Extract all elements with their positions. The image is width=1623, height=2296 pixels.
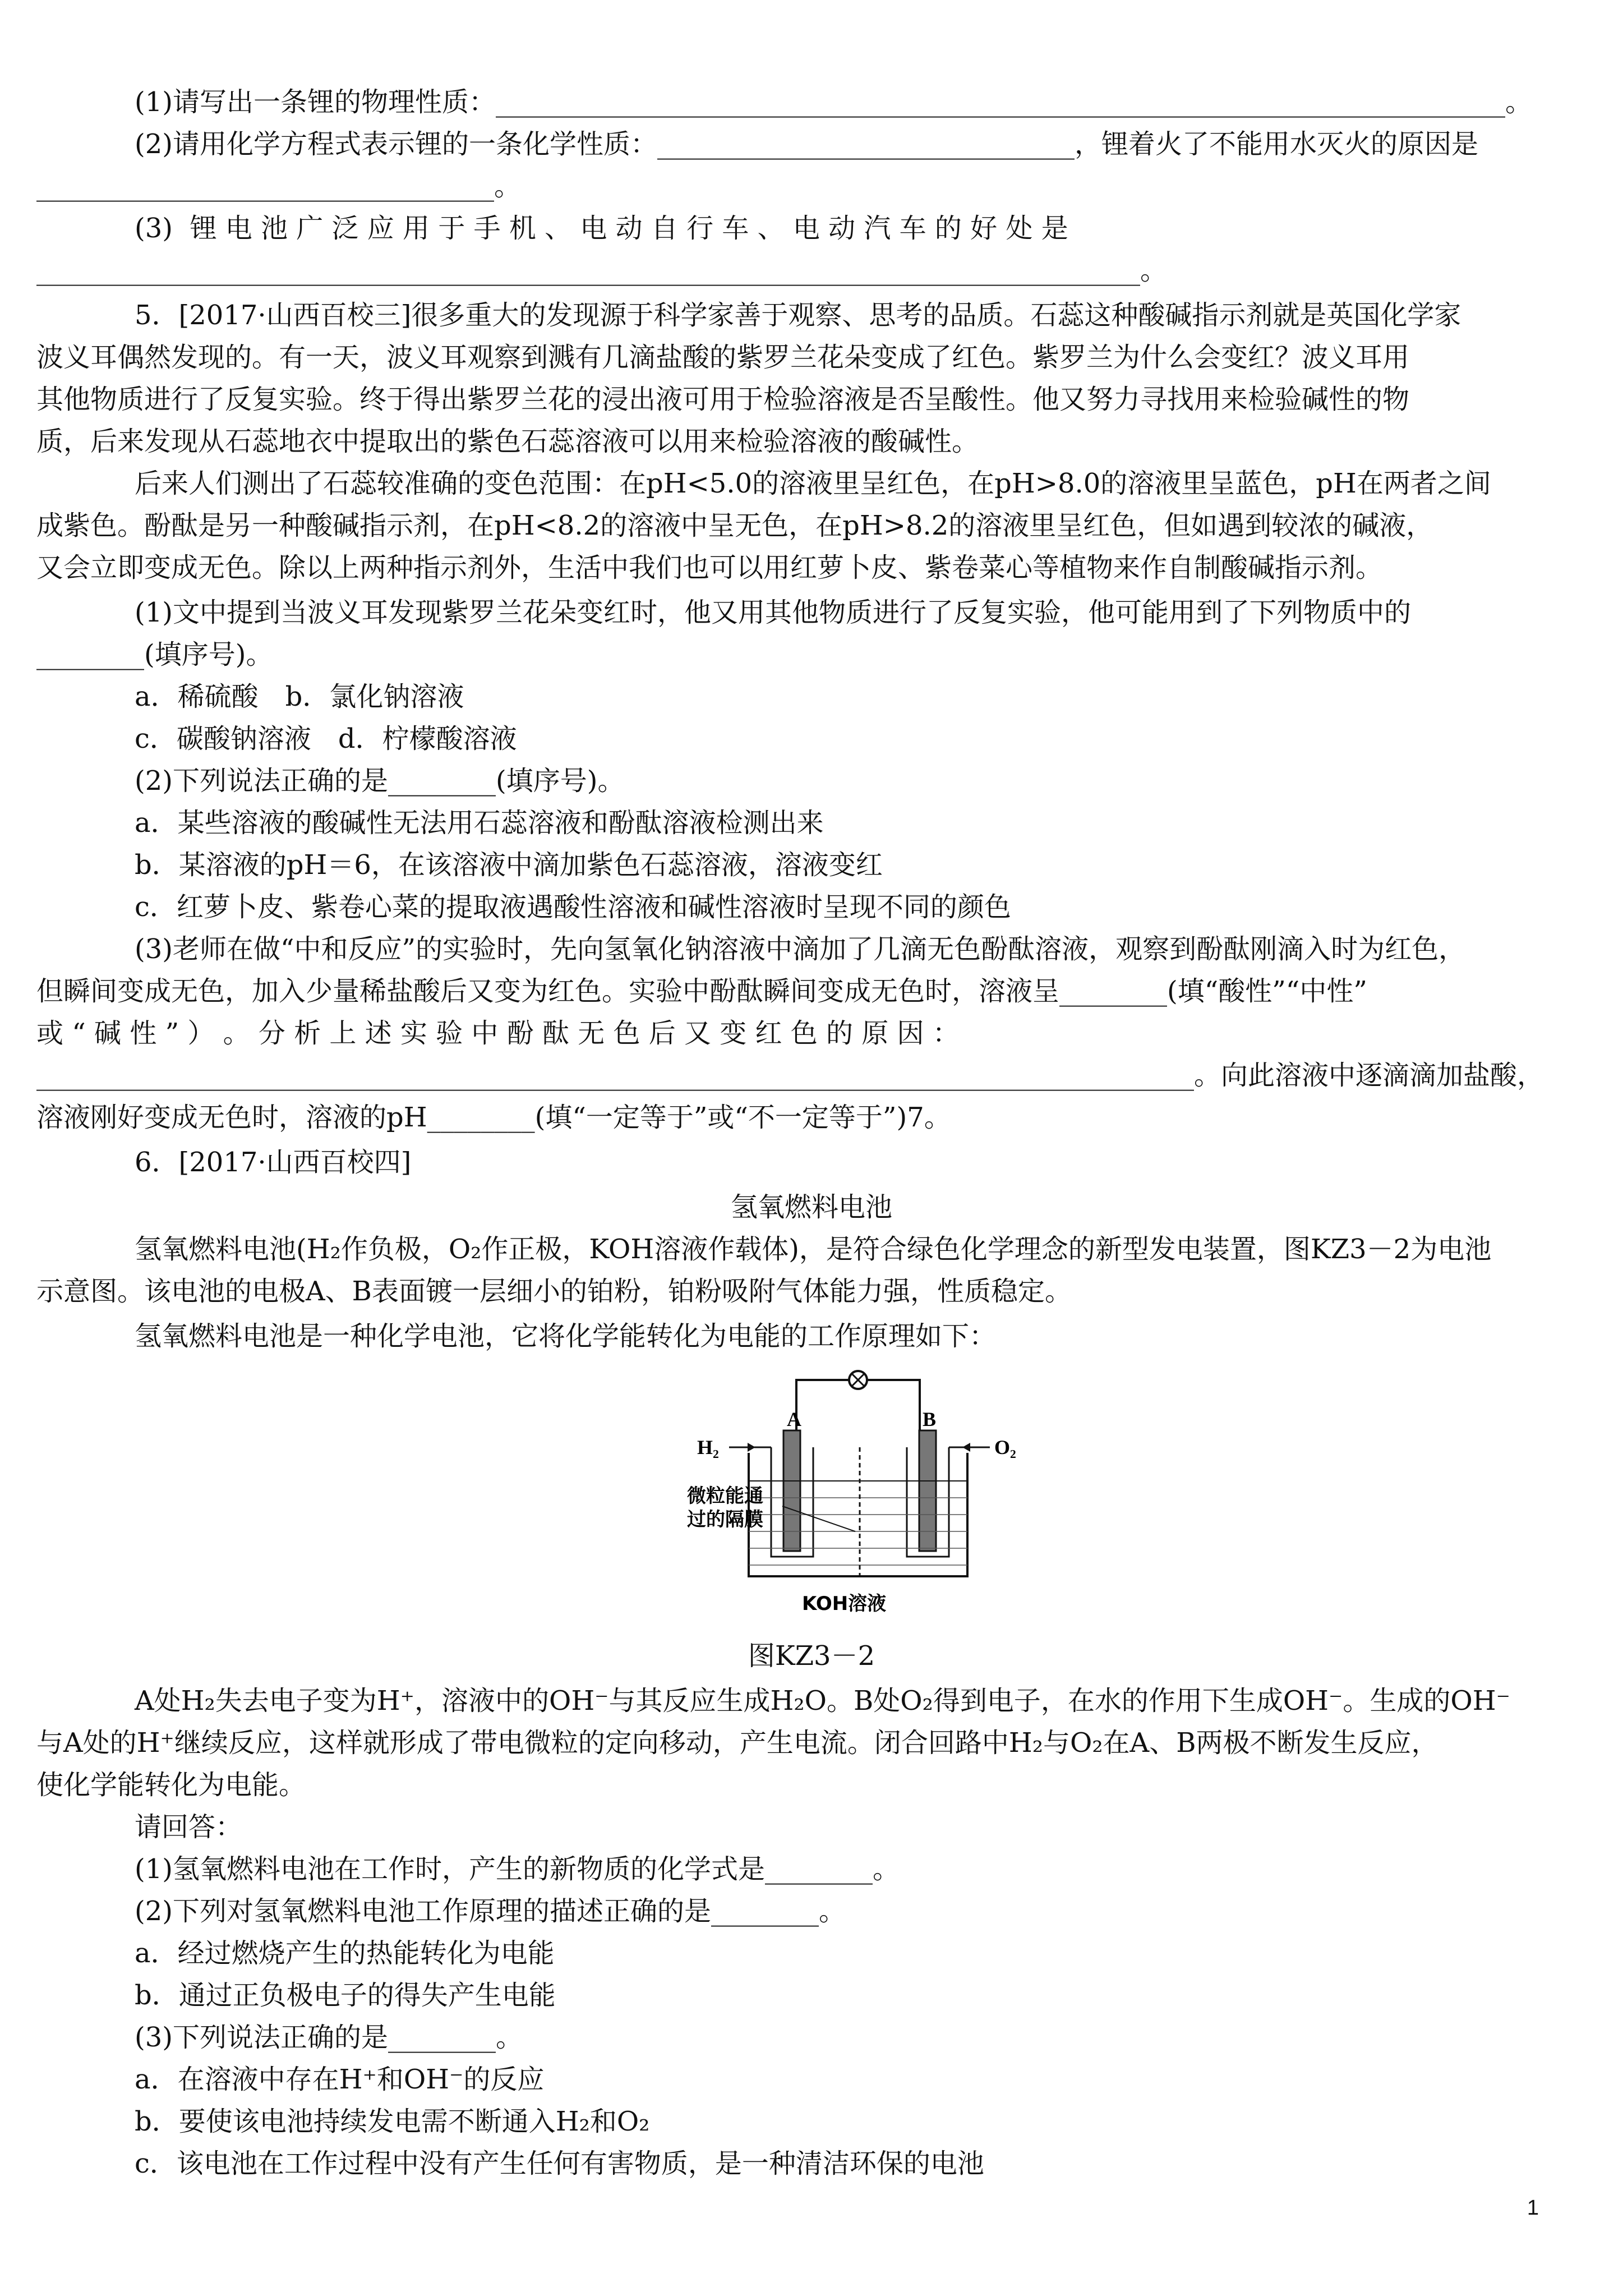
label-o2: O₂ [994, 1436, 1016, 1458]
q6-para3-line-2: 与A处的H⁺继续反应，这样就形成了带电微粒的定向移动，产生电流。闭合回路中H₂与O₂在A、B两极不断发生反应， [36, 1727, 1438, 1759]
q6-sub1: (1)氢氧燃料电池在工作时，产生的新物质的化学式是________。 [135, 1853, 900, 1885]
label-a: A [787, 1408, 801, 1430]
label-b: B [923, 1408, 937, 1430]
electrode-a [783, 1430, 800, 1551]
q5-para2-1: 后来人们测出了石蕊较准确的变色范围：在pH<5.0的溶液里呈红色，在pH>8.0的溶液里呈蓝色，pH在两者之间 [135, 468, 1491, 499]
label-koh: KOH溶液 [802, 1593, 887, 1615]
q6-sub3-option-c: c．该电池在工作过程中没有产生任何有害物质，是一种清洁环保的电池 [135, 2148, 984, 2179]
fuel-cell-diagram [687, 1363, 1023, 1632]
q6-sub3-option-a: a．在溶液中存在H⁺和OH⁻的反应 [135, 2064, 545, 2095]
q4-line-3: (3) 锂 电 池 广 泛 应 用 于 手 机 、 电 动 自 行 车 、 电 动 汽 车 的 好 处 是 [135, 213, 1068, 244]
q5-intro-4: 质，后来发现从石蕊地衣中提取出的紫色石蕊溶液可以用来检验溶液的酸碱性。 [36, 426, 979, 457]
label-membrane-1: 微粒能通 [687, 1485, 763, 1507]
q5-q1-line-2: ________(填序号)。 [36, 639, 273, 670]
q6-para2: 氢氧燃料电池是一种化学电池，它将化学能转化为电能的工作原理如下： [135, 1320, 997, 1352]
q4-line-1: (1)请写出一条锂的物理性质：___________________________________________________________________________。 [135, 86, 1532, 118]
label-h2: H₂ [697, 1436, 719, 1458]
q4-line-2b: __________________________________。 [36, 171, 522, 202]
q5-para2-3: 又会立即变成无色。除以上两种指示剂外，生活中我们也可以用红萝卜皮、紫卷菜心等植物来作自制酸碱指示剂。 [36, 552, 1383, 583]
q5-q3-line-3: 或 “ 碱 性 ” ） 。 分 析 上 述 实 验 中 酚 酞 无 色 后 又 变 红 色 的 原 因 ： [36, 1018, 960, 1049]
page-number: 1 [1527, 2196, 1539, 2220]
q5-q1-line-1: (1)文中提到当波义耳发现紫罗兰花朵变红时，他又用其他物质进行了反复实验，他可能用到了下列物质中的 [135, 597, 1411, 628]
q6-para3-line-3: 使化学能转化为电能。 [36, 1769, 306, 1801]
q5-q1-option-cd: c．碳酸钠溶液 d．柠檬酸溶液 [135, 723, 517, 754]
q6-para1-line-1: 氢氧燃料电池(H₂作负极，O₂作正极，KOH溶液作载体)，是符合绿色化学理念的新型发电装置，图KZ3－2为电池 [135, 1234, 1492, 1265]
q6-sub3-option-b: b．要使该电池持续发电需不断通入H₂和O₂ [135, 2106, 650, 2137]
q5-q2: (2)下列说法正确的是________(填序号)。 [135, 765, 625, 797]
q5-q2-option-c: c．红萝卜皮、紫卷心菜的提取液遇酸性溶液和碱性溶液时呈现不同的颜色 [135, 891, 1011, 923]
q6-sub3: (3)下列说法正确的是________。 [135, 2022, 523, 2053]
q5-q1-option-ab: a．稀硫酸 b．氯化钠溶液 [135, 681, 464, 712]
q6-sub2: (2)下列对氢氧燃料电池工作原理的描述正确的是________。 [135, 1895, 846, 1927]
q5-intro-3: 其他物质进行了反复实验。终于得出紫罗兰花的浸出液可用于检验溶液是否呈酸性。他又努力寻找用来检验碱性的物 [36, 384, 1410, 415]
q6-para3-line-1: A处H₂失去电子变为H⁺，溶液中的OH⁻与其反应生成H₂O。B处O₂得到电子，在水的作用下生成OH⁻。生成的OH⁻ [135, 1685, 1510, 1717]
q5-q3-line-2: 但瞬间变成无色，加入少量稀盐酸后又变为红色。实验中酚酞瞬间变成无色时，溶液呈________(填“酸性”“中性” [36, 976, 1367, 1007]
q6-heading: 6．[2017·山西百校四] [135, 1147, 412, 1178]
q5-intro-2: 波义耳偶然发现的。有一天，波义耳观察到溅有几滴盐酸的紫罗兰花朵变成了红色。紫罗兰为什么会变红？波义耳用 [36, 342, 1410, 373]
q6-sub2-option-a: a．经过燃烧产生的热能转化为电能 [135, 1938, 555, 1969]
h2-arrowhead [748, 1443, 755, 1452]
q5-q2-option-a: a．某些溶液的酸碱性无法用石蕊溶液和酚酞溶液检测出来 [135, 807, 824, 839]
q6-sub2-option-b: b．通过正负极电子的得失产生电能 [135, 1980, 556, 2011]
q5-intro-1: 5．[2017·山西百校三]很多重大的发现源于科学家善于观察、思考的品质。石蕊这种酸碱指示剂就是英国化学家 [135, 300, 1461, 331]
q5-q3-line-4: ______________________________________________________________________________________。向此溶液中逐滴滴加盐酸， [36, 1060, 1544, 1091]
q4-line-3b: __________________________________________________________________________________。 [36, 255, 1168, 286]
electrode-b [919, 1430, 936, 1551]
q5-q3-line-1: (3)老师在做“中和反应”的实验时，先向氢氧化钠溶液中滴加了几滴无色酚酞溶液，观察到酚酞刚滴入时为红色， [135, 933, 1466, 965]
q5-q2-option-b: b．某溶液的pH＝6，在该溶液中滴加紫色石蕊溶液，溶液变红 [135, 849, 883, 881]
q5-q3-line-5: 溶液刚好变成无色时，溶液的pH________(填“一定等于”或“不一定等于”)7。 [36, 1102, 951, 1133]
q6-para1-line-2: 示意图。该电池的电极A、B表面镀一层细小的铂粉，铂粉吸附气体能力强，性质稳定。 [36, 1276, 1072, 1307]
figure-caption: 图KZ3－2 [748, 1640, 875, 1672]
q6-article-title: 氢氧燃料电池 [730, 1191, 892, 1223]
o2-arrowhead [962, 1443, 970, 1452]
q4-line-2: (2)请用化学方程式表示锂的一条化学性质：_______________________________，锂着火了不能用水灭火的原因是 [135, 128, 1478, 160]
label-membrane-2: 过的隔膜 [687, 1508, 763, 1531]
fuel-cell-svg [687, 1363, 1023, 1632]
q5-para2-2: 成紫色。酚酞是另一种酸碱指示剂，在pH<8.2的溶液中呈无色，在pH>8.2的溶液里呈红色，但如遇到较浓的碱液， [36, 510, 1433, 541]
q6-ask: 请回答： [135, 1811, 243, 1843]
